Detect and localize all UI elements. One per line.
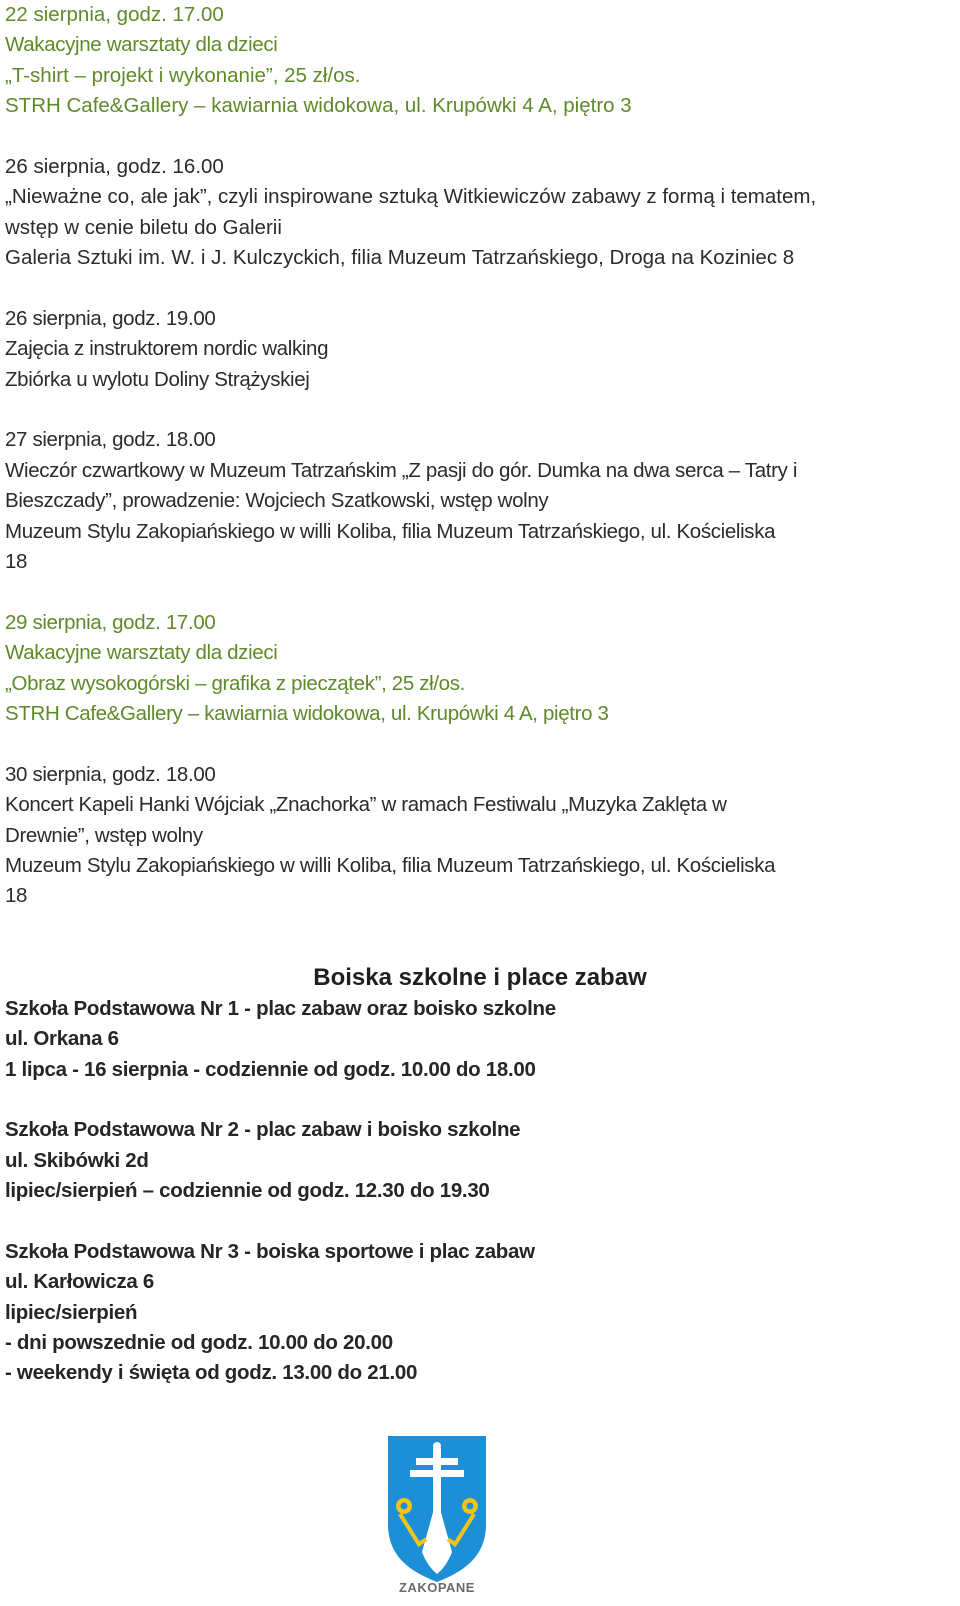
event-description: „Nieważne co, ale jak”, czyli inspirowane sztuką Witkiewiczów zabawy z formą i tematem, bbox=[5, 185, 817, 209]
cross-arm-lower bbox=[410, 1470, 464, 1477]
event-date: 30 sierpnia, godz. 18.00 bbox=[5, 762, 216, 786]
event-block bbox=[5, 760, 955, 912]
spacer bbox=[5, 1206, 955, 1236]
school-address: ul. Skibówki 2d bbox=[5, 1148, 149, 1172]
school-name: Szkoła Podstawowa Nr 2 - plac zabaw i boisko szkolne bbox=[5, 1118, 521, 1142]
event-description: „Obraz wysokogórski – grafika z pieczątek”, 25 zł/os. bbox=[5, 671, 465, 695]
cross-top-orb bbox=[433, 1442, 441, 1450]
event-location: STRH Cafe&Gallery – kawiarnia widokowa, ul. Krupówki 4 A, piętro 3 bbox=[5, 701, 609, 725]
event-description: Wieczór czwartkowy w Muzeum Tatrzańskim „Z pasji do gór. Dumka na dwa serca – Tatry i bbox=[5, 458, 798, 482]
school-address: ul. Karłowicza 6 bbox=[5, 1270, 155, 1294]
school-period: lipiec/sierpień bbox=[5, 1300, 138, 1324]
event-location: 18 bbox=[5, 550, 28, 574]
spacer bbox=[5, 729, 955, 759]
school-block bbox=[5, 1115, 955, 1206]
event-location: Galeria Sztuki im. W. i J. Kulczyckich, filia Muzeum Tatrzańskiego, Droga na Koziniec 8 bbox=[5, 246, 795, 270]
event-description: Drewnie”, wstęp wolny bbox=[5, 823, 203, 847]
school-address: ul. Orkana 6 bbox=[5, 1027, 119, 1051]
event-block bbox=[5, 608, 955, 730]
spacer bbox=[5, 912, 955, 962]
event-title: Wakacyjne warsztaty dla dzieci bbox=[5, 641, 278, 665]
spacer bbox=[5, 1085, 955, 1115]
logo-caption: ZAKOPANE bbox=[399, 1580, 475, 1595]
event-date: 26 sierpnia, godz. 16.00 bbox=[5, 154, 224, 178]
event-date: 29 sierpnia, godz. 17.00 bbox=[5, 610, 216, 634]
event-title: Zajęcia z instruktorem nordic walking bbox=[5, 337, 329, 361]
school-hours: 1 lipca - 16 sierpnia - codziennie od godz. 10.00 do 18.00 bbox=[5, 1057, 536, 1081]
event-block bbox=[5, 425, 955, 577]
section-title: Boiska szkolne i place zabaw bbox=[313, 963, 647, 991]
spacer bbox=[5, 395, 955, 425]
event-description: Bieszczady”, prowadzenie: Wojciech Szatkowski, wstęp wolny bbox=[5, 489, 549, 513]
event-block bbox=[5, 304, 955, 395]
event-block bbox=[5, 152, 955, 274]
school-name: Szkoła Podstawowa Nr 1 - plac zabaw oraz boisko szkolne bbox=[5, 996, 556, 1020]
event-location: Zbiórka u wylotu Doliny Strążyskiej bbox=[5, 367, 310, 391]
event-location: Muzeum Stylu Zakopiańskiego w willi Koliba, filia Muzeum Tatrzańskiego, ul. Kościeliska bbox=[5, 853, 776, 877]
event-description: Koncert Kapeli Hanki Wójciak „Znachorka” w ramach Festiwalu „Muzyka Zaklęta w bbox=[5, 793, 727, 817]
event-block bbox=[5, 0, 955, 122]
event-title: Wakacyjne warsztaty dla dzieci bbox=[5, 33, 278, 57]
event-location: 18 bbox=[5, 884, 28, 908]
document-page bbox=[5, 0, 955, 1389]
school-hours: lipiec/sierpień – codziennie od godz. 12.30 do 19.30 bbox=[5, 1179, 490, 1203]
event-location: Muzeum Stylu Zakopiańskiego w willi Koliba, filia Muzeum Tatrzańskiego, ul. Kościeliska bbox=[5, 519, 776, 543]
event-description: „T-shirt – projekt i wykonanie”, 25 zł/os. bbox=[5, 63, 361, 87]
school-block bbox=[5, 994, 955, 1085]
spacer bbox=[5, 577, 955, 607]
spacer bbox=[5, 122, 955, 152]
event-date: 27 sierpnia, godz. 18.00 bbox=[5, 428, 216, 452]
zakopane-coat-of-arms-logo bbox=[382, 1432, 492, 1604]
event-description: wstęp w cenie biletu do Galerii bbox=[5, 215, 282, 239]
event-location: STRH Cafe&Gallery – kawiarnia widokowa, ul. Krupówki 4 A, piętro 3 bbox=[5, 94, 632, 118]
school-name: Szkoła Podstawowa Nr 3 - boiska sportowe i plac zabaw bbox=[5, 1239, 535, 1263]
school-hours: - dni powszednie od godz. 10.00 do 20.00 bbox=[5, 1331, 393, 1355]
event-date: 22 sierpnia, godz. 17.00 bbox=[5, 3, 224, 26]
cross-arm-upper bbox=[416, 1458, 458, 1465]
event-date: 26 sierpnia, godz. 19.00 bbox=[5, 306, 216, 330]
spacer bbox=[5, 274, 955, 304]
school-block bbox=[5, 1237, 955, 1389]
school-hours: - weekendy i święta od godz. 13.00 do 21.00 bbox=[5, 1361, 418, 1385]
